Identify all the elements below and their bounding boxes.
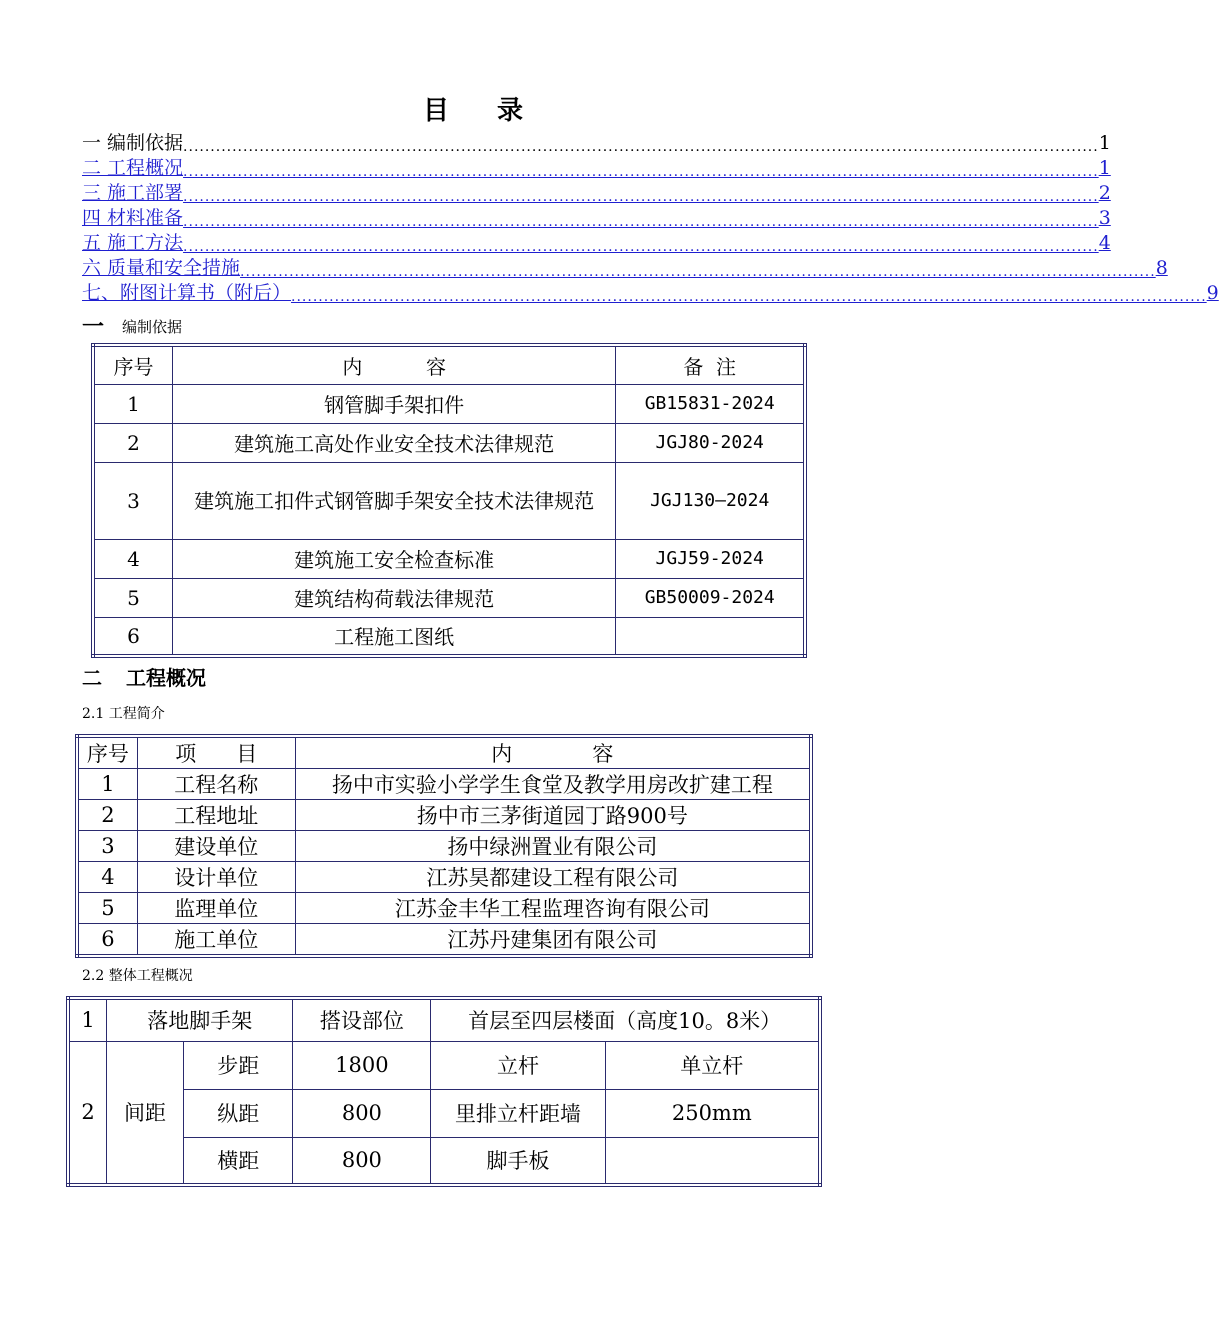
row-item: 工程名称: [137, 769, 295, 800]
row-content: 工程施工图纸: [172, 617, 615, 656]
row-content: 扬中市实验小学学生食堂及教学用房改扩建工程: [295, 769, 811, 800]
subsection-2-2-heading: 2.2 整体工程概况: [82, 968, 193, 984]
row-number: 6: [93, 617, 172, 656]
scaffold-type: 落地脚手架: [107, 998, 293, 1041]
toc-page-number[interactable]: 4: [1098, 232, 1111, 254]
table-row: [93, 539, 805, 578]
field-value: 首层至四层楼面（高度10。8米）: [431, 998, 820, 1041]
table-row: [93, 617, 805, 656]
row-item: 监理单位: [137, 893, 295, 924]
row-number: 4: [93, 539, 172, 578]
table-header-row: [77, 736, 811, 769]
row-number: 2: [93, 423, 172, 462]
row-number: 3: [77, 831, 137, 862]
row-content: 建筑施工扣件式钢管脚手架安全技术法律规范: [172, 462, 615, 539]
field-value: 800: [293, 1089, 431, 1137]
field-value: 250mm: [605, 1089, 820, 1137]
table-of-contents: [82, 131, 1219, 306]
field-value: 1800: [293, 1041, 431, 1089]
toc-page-number: 1: [1098, 132, 1111, 154]
row-item: 施工单位: [137, 924, 295, 957]
toc-entry-label[interactable]: 六 质量和安全措施: [82, 257, 241, 279]
table-row: [93, 384, 805, 423]
toc-link-4[interactable]: [82, 206, 1111, 231]
project-intro-table: [75, 734, 813, 958]
row-item: 设计单位: [137, 862, 295, 893]
table-row: [93, 423, 805, 462]
toc-page-number[interactable]: 9: [1206, 282, 1219, 304]
toc-leader-dots: ........................................................................................................................................................................: [183, 214, 1099, 230]
field-label: 脚手板: [431, 1137, 605, 1185]
row-content: 建筑施工高处作业安全技术法律规范: [172, 423, 615, 462]
row-number: 2: [68, 1041, 107, 1185]
overall-overview-table: [66, 996, 822, 1187]
toc-entry-label[interactable]: 五 施工方法: [82, 232, 184, 254]
row-number: 1: [93, 384, 172, 423]
row-note: GB15831-2024: [616, 384, 805, 423]
toc-page-number[interactable]: 8: [1155, 257, 1168, 279]
table-row: [68, 998, 820, 1041]
toc-entry-label[interactable]: 四 材料准备: [82, 207, 184, 229]
header-cell: 内 容: [295, 736, 811, 769]
row-note: [616, 617, 805, 656]
row-number: 3: [93, 462, 172, 539]
row-number: 2: [77, 800, 137, 831]
toc-entry-label[interactable]: 三 施工部署: [82, 182, 184, 204]
toc-entry-label: 一 编制依据: [82, 132, 184, 154]
field-label: 纵距: [184, 1089, 293, 1137]
toc-link-2[interactable]: [82, 156, 1111, 181]
section-2-title: 工程概况: [126, 666, 206, 690]
row-content: 江苏丹建集团有限公司: [295, 924, 811, 957]
row-content: 扬中市三茅街道园丁路900号: [295, 800, 811, 831]
table-row: [93, 578, 805, 617]
row-item: 工程地址: [137, 800, 295, 831]
section-2-heading: [82, 662, 206, 691]
subsection-2-1-heading: 2.1 工程简介: [82, 706, 165, 722]
row-note: JGJ59-2024: [616, 539, 805, 578]
toc-entry-label[interactable]: 二 工程概况: [82, 157, 184, 179]
row-note: GB50009-2024: [616, 578, 805, 617]
toc-entry-label[interactable]: 七、附图计算书（附后）: [82, 282, 292, 304]
row-number: 1: [77, 769, 137, 800]
toc-leader-dots: ........................................................................................................................................................................: [291, 289, 1207, 305]
toc-leader-dots: ........................................................................................................................................................................: [183, 239, 1099, 255]
page-title-part1: 目: [422, 96, 453, 126]
field-label: 横距: [184, 1137, 293, 1185]
table-row: [77, 862, 811, 893]
field-value: 800: [293, 1137, 431, 1185]
row-content: 建筑施工安全检查标准: [172, 539, 615, 578]
field-label: 里排立杆距墙: [431, 1089, 605, 1137]
section-1-number: 一: [82, 315, 105, 340]
page-title-part2: 录: [497, 96, 528, 126]
row-note: JGJ130—2024: [616, 462, 805, 539]
toc-leader-dots: ........................................................................................................................................................................: [183, 164, 1099, 180]
header-cell: 序号: [93, 345, 172, 384]
row-number: 6: [77, 924, 137, 957]
table-row: [77, 893, 811, 924]
row-note: JGJ80-2024: [616, 423, 805, 462]
toc-link-5[interactable]: [82, 231, 1111, 256]
toc-leader-dots: ........................................................................................................................................................................: [240, 264, 1156, 280]
row-content: 钢管脚手架扣件: [172, 384, 615, 423]
toc-entry-1: [82, 131, 1111, 156]
section-2-number: 二: [82, 666, 102, 690]
header-cell: 序号: [77, 736, 137, 769]
toc-leader-dots: ........................................................................................................................................................................: [183, 139, 1099, 155]
field-value: [605, 1137, 820, 1185]
table-header-row: [93, 345, 805, 384]
toc-link-3[interactable]: [82, 181, 1111, 206]
toc-link-6[interactable]: [82, 256, 1168, 281]
field-label: 步距: [184, 1041, 293, 1089]
table-row: [77, 924, 811, 957]
field-label: 立杆: [431, 1041, 605, 1089]
basis-table: [91, 343, 807, 658]
section-1-heading: [82, 310, 182, 341]
section-1-title: 编制依据: [122, 318, 183, 336]
toc-page-number[interactable]: 3: [1098, 207, 1111, 229]
header-cell: 项 目: [137, 736, 295, 769]
table-row: [93, 462, 805, 539]
table-row: [68, 1041, 820, 1089]
row-content: 江苏金丰华工程监理咨询有限公司: [295, 893, 811, 924]
toc-page-number[interactable]: 1: [1098, 157, 1111, 179]
toc-link-7[interactable]: [82, 281, 1219, 306]
row-content: 扬中绿洲置业有限公司: [295, 831, 811, 862]
row-number: 1: [68, 998, 107, 1041]
toc-page-number[interactable]: 2: [1098, 182, 1111, 204]
table-row: [77, 800, 811, 831]
row-number: 4: [77, 862, 137, 893]
header-cell: 内 容: [172, 345, 615, 384]
field-value: 单立杆: [605, 1041, 820, 1089]
row-content: 江苏昊都建设工程有限公司: [295, 862, 811, 893]
toc-leader-dots: ........................................................................................................................................................................: [183, 189, 1099, 205]
table-row: [77, 769, 811, 800]
table-row: [77, 831, 811, 862]
header-cell: 备 注: [616, 345, 805, 384]
row-number: 5: [77, 893, 137, 924]
group-label: 间距: [107, 1041, 184, 1185]
row-number: 5: [93, 578, 172, 617]
row-item: 建设单位: [137, 831, 295, 862]
page-title: [0, 90, 950, 127]
row-content: 建筑结构荷载法律规范: [172, 578, 615, 617]
field-label: 搭设部位: [293, 998, 431, 1041]
